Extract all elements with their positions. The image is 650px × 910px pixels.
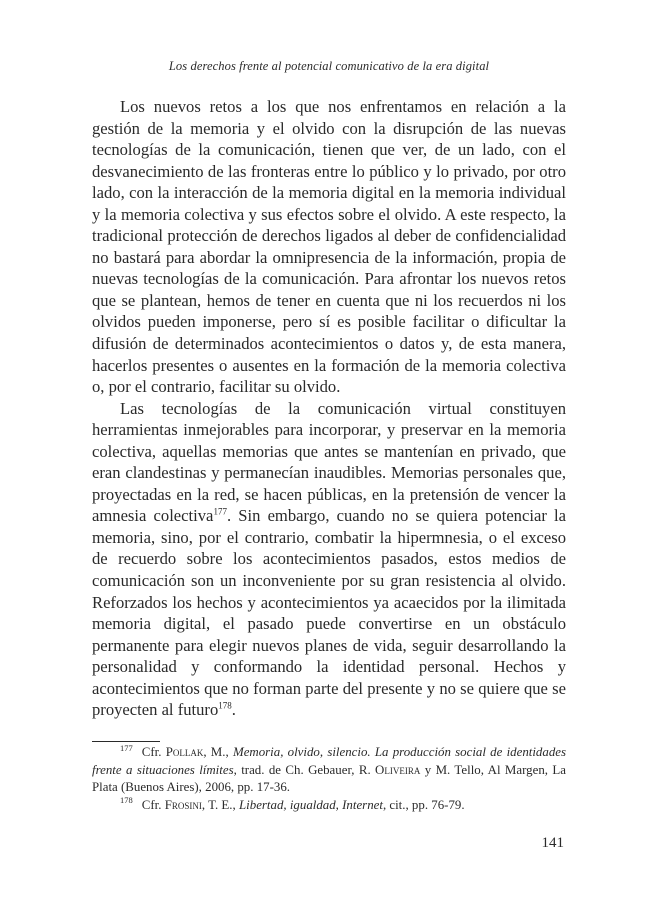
footnote-number: 178: [120, 795, 133, 806]
footnote-author: Frosini, T. E.,: [164, 797, 236, 812]
footnote-title: Libertad, igualdad, Internet: [239, 797, 383, 812]
footnotes: [92, 744, 566, 814]
footnote-details: , cit., pp. 76-79.: [382, 797, 465, 812]
paragraph: [92, 96, 566, 398]
footnote-details: , trad. de Ch. Gebauer,: [233, 762, 359, 777]
footnote-title: Memoria, olvido, silencio. La producción social de identidades frente a situaciones límites: [92, 745, 566, 777]
paragraph-text: Las tecnologías de la comunicación virtual constituyen herramientas inmejorables para incorporar, y preservar en la memoria colectiva, aquellas memorias que antes se mantenían en privado, que eran clandestinas y permanecían inaudibles. Memorias personales que, proyectadas en la red, se hacen públicas, en la pretensión de vencer la amnesia colectiva: [92, 398, 566, 526]
footnote-reference[interactable]: 178: [218, 700, 232, 711]
running-head: Los derechos frente al potencial comunicativo de la era digital: [168, 59, 490, 73]
paragraph-text: Los nuevos retos a los que nos enfrentamos en relación a la gestión de la memoria y el olvido con la disrupción de las nuevas tecnologías de la comunicación, tienen que ver, de un lado, con el desvanecimiento de las fronteras entre lo público y lo privado, por otro lado, con la interacción de la memoria digital en la memoria individual y la memoria colectiva y sus efectos sobre el olvido. A este respecto, la tradicional protección de derechos ligados al deber de confidencialidad no bastará para abordar la omnipresencia de la información, propia de nuevas tecnologías de la comunicación. Para afrontar los nuevos retos que se plantean, hemos de tener en cuenta que ni los recuerdos ni los olvidos pueden imponerse, pero sí es posible facilitar o dificultar la difusión de determinados acontecimientos o datos y, de esta manera, hacerlos presentes o ausentes en la formación de la memoria colectiva o, por el contrario, facilitar su olvido.: [92, 97, 566, 397]
page-number: 141: [541, 835, 564, 851]
footnote-177: [92, 744, 566, 797]
footnote-prefix: Cfr.: [141, 745, 162, 759]
paragraph: [92, 398, 566, 721]
paragraph-text: . Sin embargo, cuando no se quiera potenciar la memoria, sino, por el contrario, combatir la hipermnesia, o el exceso de recuerdo sobre los acontecimientos pasados, estos medios de comunicación son un inconveniente por su gran resistencia al olvido. Reforzados los hechos y acontecimientos ya acaecidos por la ilimitada memoria digital, el pasado puede convertirse en un obstáculo permanente para elegir nuevos planes de vida, seguir desarrollando la personalidad y conformando la identidad personal. Hechos y acontecimientos que no forman parte del presente y no se quiere que se proyecten al futuro: [92, 506, 566, 720]
footnote-prefix: Cfr.: [141, 797, 162, 812]
footnote-details: y M. Tello, Al Margen, La Plata (Buenos Aires), 2006, pp. 17-36.: [92, 762, 566, 795]
footnote-178: [92, 797, 566, 815]
body-text: [92, 96, 566, 721]
footnote-author-2: R. Oliveira: [358, 762, 421, 777]
footnote-author: Pollak, M.,: [165, 745, 229, 759]
footnote-number: 177: [120, 742, 133, 753]
paragraph-text: .: [231, 700, 236, 720]
footnote-reference[interactable]: 177: [213, 506, 227, 517]
footnote-separator: [92, 741, 160, 742]
